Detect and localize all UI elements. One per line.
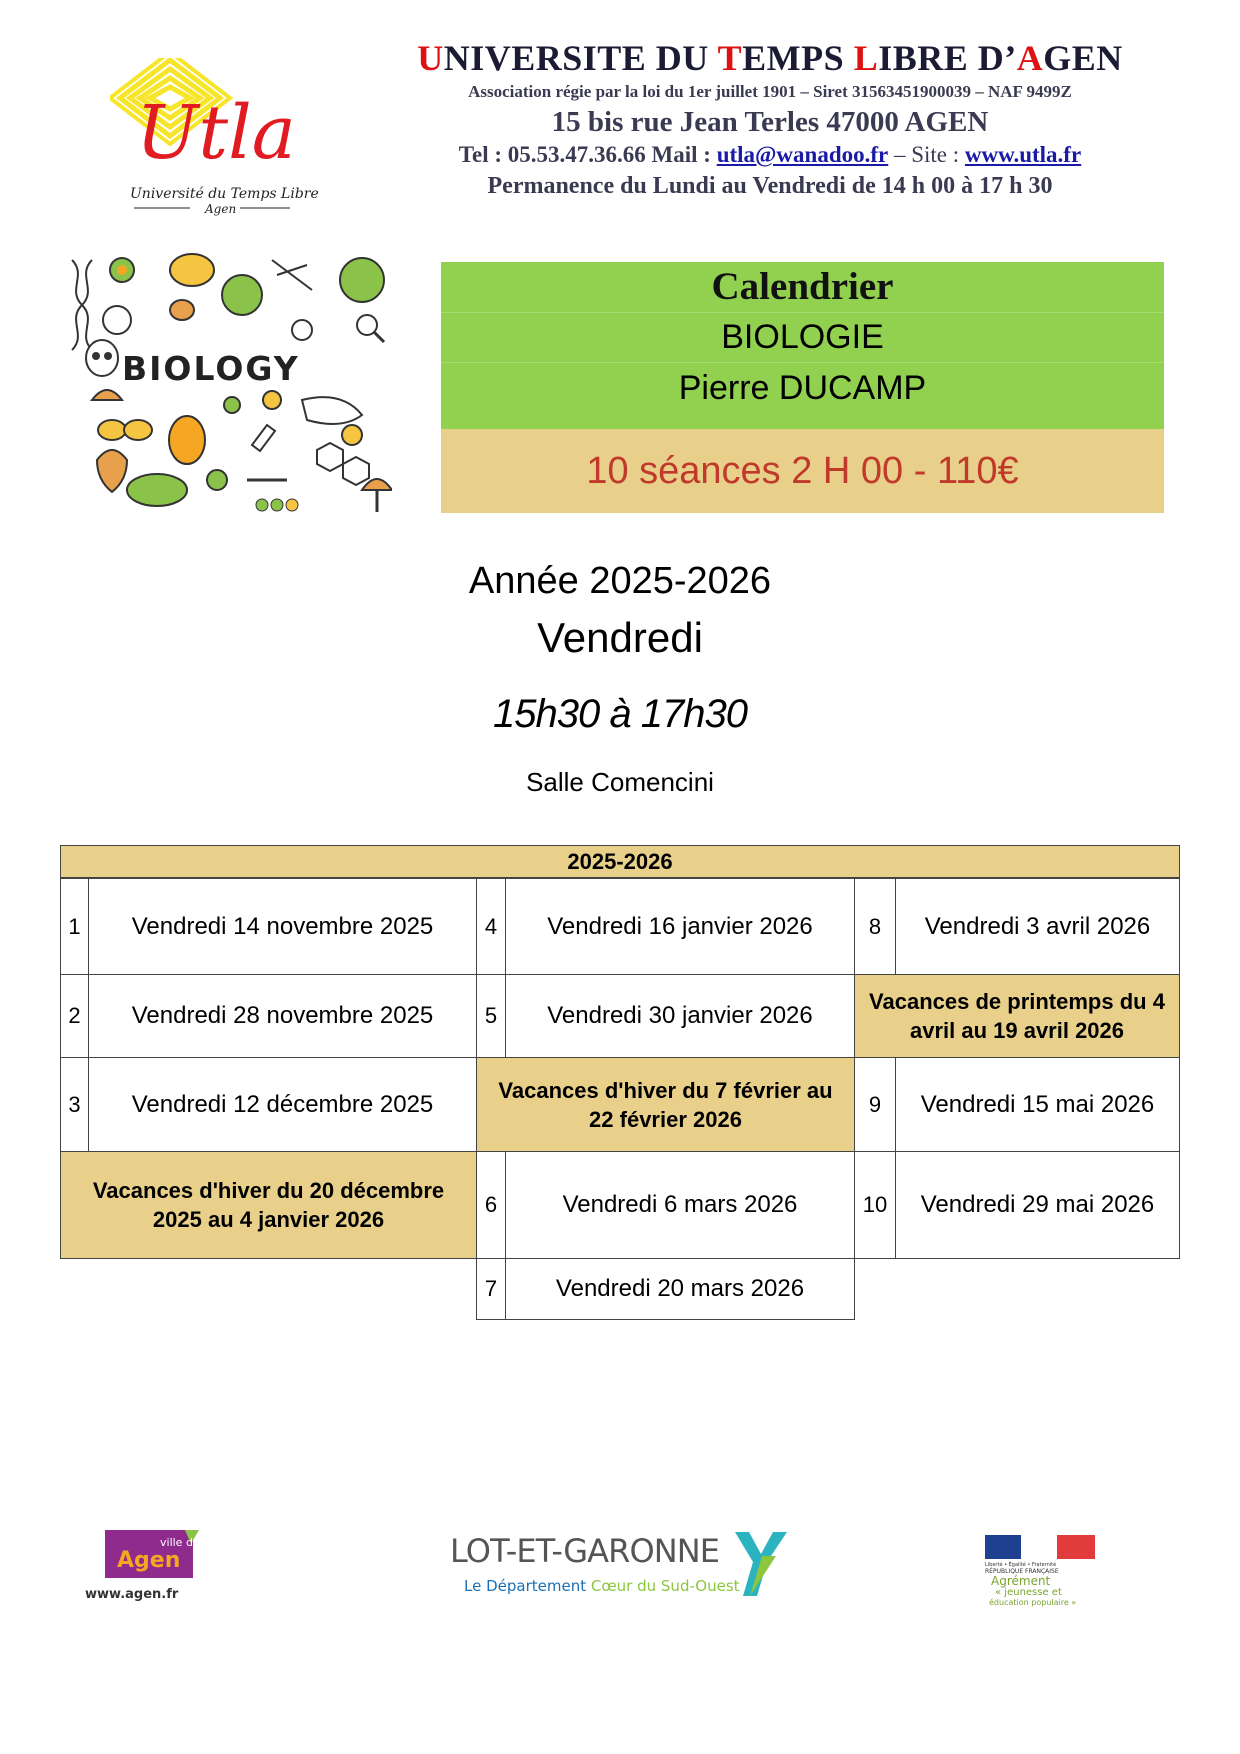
session-date: Vendredi 30 janvier 2026 <box>505 974 855 1058</box>
holiday-spring: Vacances de printemps du 4 avril au 19 avril 2026 <box>854 974 1180 1058</box>
session-number: 4 <box>476 878 506 975</box>
session-date: Vendredi 29 mai 2026 <box>895 1151 1180 1259</box>
rep-jeunesse: « jeunesse et <box>995 1587 1062 1598</box>
title-text: GEN <box>1043 38 1123 78</box>
utla-logo-subtitle: Université du Temps Libre <box>130 186 319 202</box>
utla-logo-city: Agen <box>205 202 237 216</box>
title-initial: A <box>1016 38 1044 78</box>
session-date: Vendredi 3 avril 2026 <box>895 878 1180 975</box>
holiday-winter: Vacances d'hiver du 7 février au 22 février 2026 <box>476 1057 855 1152</box>
title-text: NIVERSITE DU <box>443 38 718 78</box>
session-number: 8 <box>854 878 896 975</box>
session-number: 7 <box>476 1258 506 1320</box>
ville-agen-logo <box>85 1530 225 1605</box>
lot-subtitle-2: Cœur du Sud-Ouest <box>590 1577 740 1595</box>
contact-line <box>360 140 1180 170</box>
session-number: 5 <box>476 974 506 1058</box>
academic-year: Année 2025-2026 <box>468 560 772 602</box>
title-initial: L <box>853 38 879 78</box>
session-number: 6 <box>476 1151 506 1259</box>
address: 15 bis rue Jean Terles 47000 AGEN <box>551 106 989 138</box>
title-text: EMPS <box>742 38 854 78</box>
calendar-label: Calendrier <box>441 262 1164 313</box>
session-date: Vendredi 28 novembre 2025 <box>88 974 477 1058</box>
tel-label: Tel : 05.53.47.36.66 Mail : <box>458 142 717 167</box>
lot-et-garonne-logo <box>450 1528 790 1608</box>
session-date: Vendredi 16 janvier 2026 <box>505 878 855 975</box>
session-number: 1 <box>60 878 89 975</box>
utla-logo-mark: Utla <box>136 90 296 176</box>
rep-motto: Liberté • Égalité • Fraternité <box>985 1562 1057 1568</box>
course-room: Salle Comencini <box>526 767 714 797</box>
organization-header <box>360 36 1180 202</box>
session-number: 3 <box>60 1057 89 1152</box>
course-info-box <box>441 262 1164 512</box>
course-hours: 15h30 à 17h30 <box>493 692 747 736</box>
course-subject: BIOLOGIE <box>441 313 1164 363</box>
association-info: Association régie par la loi du 1er juillet 1901 – Siret 31563451900039 – NAF 9499Z <box>468 82 1072 101</box>
rep-name: RÉPUBLIQUE FRANÇAISE <box>985 1568 1059 1575</box>
rep-agrement: Agrément <box>991 1574 1051 1588</box>
calendar-table <box>60 845 1180 1325</box>
course-teacher: Pierre DUCAMP <box>441 363 1164 413</box>
agen-url: www.agen.fr <box>85 1587 179 1602</box>
title-initial: T <box>717 38 743 78</box>
session-date: Vendredi 12 décembre 2025 <box>88 1057 477 1152</box>
agen-small-text: ville d' <box>160 1536 196 1549</box>
session-date: Vendredi 20 mars 2026 <box>505 1258 855 1320</box>
permanence-hours: Permanence du Lundi au Vendredi de 14 h 00 à 17 h 30 <box>487 173 1053 199</box>
lot-subtitle-1: Le Département <box>464 1577 591 1595</box>
mail-link[interactable]: utla@wanadoo.fr <box>716 142 889 167</box>
agen-big-text: Agen <box>117 1548 181 1573</box>
title-text: IBRE D’ <box>878 38 1017 78</box>
session-date: Vendredi 6 mars 2026 <box>505 1151 855 1259</box>
session-date: Vendredi 14 novembre 2025 <box>88 878 477 975</box>
biology-illustration <box>62 250 392 520</box>
session-date: Vendredi 15 mai 2026 <box>895 1057 1180 1152</box>
lot-title: LOT-ET-GARONNE <box>450 1532 720 1570</box>
session-number: 10 <box>854 1151 896 1259</box>
site-link[interactable]: www.utla.fr <box>964 142 1082 167</box>
course-sessions-price: 10 séances 2 H 00 - 110€ <box>441 429 1164 513</box>
organization-title <box>360 36 1180 80</box>
biology-word: BIOLOGY <box>122 349 300 388</box>
utla-logo <box>110 58 330 228</box>
session-number: 9 <box>854 1057 896 1152</box>
republique-agrement-logo <box>985 1535 1100 1610</box>
course-day: Vendredi <box>537 614 703 661</box>
rep-education: éducation populaire » <box>989 1598 1077 1607</box>
session-number: 2 <box>60 974 89 1058</box>
green-spacer <box>441 413 1164 429</box>
lot-subtitle <box>464 1577 740 1595</box>
holiday-christmas: Vacances d'hiver du 20 décembre 2025 au 4 janvier 2026 <box>60 1151 477 1259</box>
site-label: – Site : <box>888 142 965 167</box>
title-initial: U <box>417 38 444 78</box>
table-header: 2025-2026 <box>60 845 1180 878</box>
